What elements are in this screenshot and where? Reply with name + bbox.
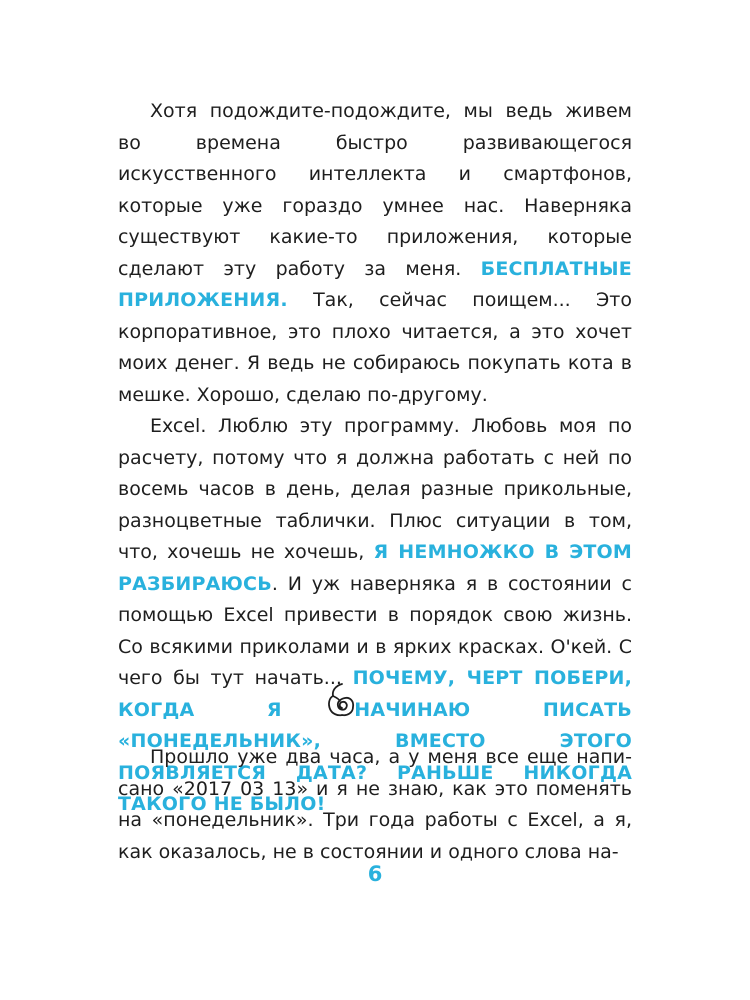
text-segment: Excel. Люблю эту программу. Любовь моя по расчету, потому что я должна работать с ней по восемь часов в день, делая разные прикольные, разноцветные таблички. Плюс ситуации в том, что, хочешь не хочешь,	[118, 415, 632, 563]
highlight-phrase: БЕСПЛАТНЫЕ ПРИЛОЖЕНИЯ.	[118, 257, 632, 311]
main-text-block	[118, 96, 632, 821]
paragraph	[118, 96, 632, 411]
text-segment: Хотя подождите-подождите, мы ведь живем во времена быстро развивающегося искусственного интеллекта и смартфонов, которые уже гораздо умнее нас. Наверняка существуют какие-то приложения, которые сделают эту работу за меня.	[118, 100, 632, 280]
text-segment: Так, сейчас поищем... Это корпоративное, это плохо читается, а это хочет моих денег. Я ведь не собираюсь покупать кота в мешке. Хорошо, сделаю по-другому.	[118, 289, 632, 406]
cherry-swirl-icon	[326, 682, 356, 718]
page-number: 6	[367, 862, 383, 886]
highlight-phrase: ПОЧЕМУ, ЧЕРТ ПОБЕРИ, КОГДА Я НАЧИНАЮ ПИСАТЬ «ПОНЕДЕЛЬНИК», ВМЕСТО ЭТОГО ПОЯВЛЯЕТСЯ ДАТА? РАНЬШЕ НИКОГДА ТАКОГО НЕ БЫЛО!	[118, 667, 632, 815]
text-segment: . И уж наверняка я в состоянии с помощью Excel привести в порядок свою жизнь. Со всякими приколами и в ярких красках. О'кей. С чего бы тут начать...	[118, 572, 632, 689]
paragraph	[118, 742, 632, 868]
text-segment: Прошло уже два часа, а у меня все еще написано «2017 03 13» и я не знаю, как это поменять на «понедельник». Три года работы с Excel, а я, как оказалось, не в состоянии и одного слова на-	[118, 746, 632, 863]
continued-text-block	[118, 742, 632, 868]
highlight-phrase: Я НЕМНОЖКО В ЭТОМ РАЗБИРАЮСЬ	[118, 541, 632, 595]
